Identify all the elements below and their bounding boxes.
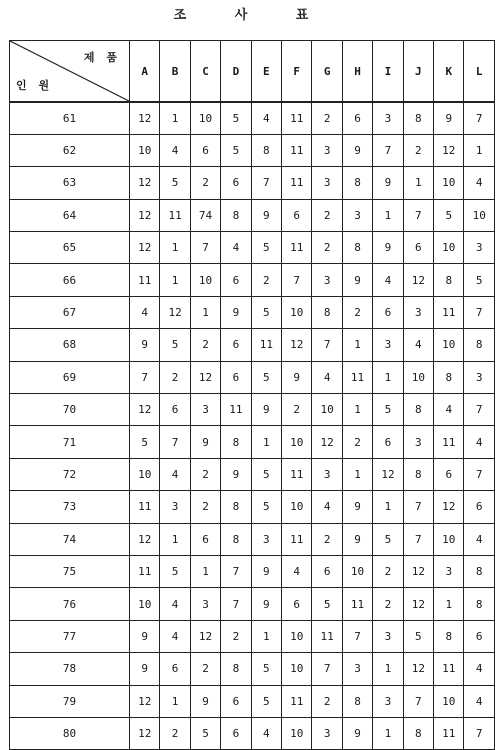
- table-cell: 3: [312, 167, 342, 199]
- table-cell: 12: [190, 620, 220, 652]
- row-label: 62: [10, 134, 130, 166]
- table-cell: 2: [342, 426, 372, 458]
- table-cell: 4: [130, 296, 160, 328]
- table-cell: 1: [251, 620, 281, 652]
- table-cell: 5: [221, 134, 251, 166]
- table-cell: 5: [312, 588, 342, 620]
- table-row: [10, 199, 495, 231]
- table-cell: 6: [190, 134, 220, 166]
- table-cell: 4: [373, 264, 403, 296]
- table-cell: 2: [190, 329, 220, 361]
- table-cell: 6: [342, 102, 372, 134]
- table-cell: 7: [130, 361, 160, 393]
- table-cell: 6: [464, 620, 495, 652]
- table-cell: 12: [190, 361, 220, 393]
- table-row: [10, 394, 495, 426]
- table-cell: 7: [342, 620, 372, 652]
- table-cell: 12: [373, 458, 403, 490]
- table-cell: 6: [403, 232, 433, 264]
- table-cell: 1: [190, 296, 220, 328]
- row-label: 78: [10, 653, 130, 685]
- column-header: K: [434, 41, 464, 103]
- table-row: [10, 329, 495, 361]
- table-cell: 4: [464, 167, 495, 199]
- table-cell: 10: [190, 102, 220, 134]
- table-cell: 9: [130, 653, 160, 685]
- table-cell: 1: [160, 264, 190, 296]
- table-cell: 4: [312, 491, 342, 523]
- table-cell: 1: [342, 394, 372, 426]
- table-cell: 4: [160, 134, 190, 166]
- row-label: 68: [10, 329, 130, 361]
- table-cell: 12: [130, 523, 160, 555]
- table-cell: 2: [312, 102, 342, 134]
- table-cell: 10: [130, 134, 160, 166]
- table-cell: 9: [221, 296, 251, 328]
- table-cell: 8: [342, 232, 372, 264]
- table-cell: 12: [160, 296, 190, 328]
- table-cell: 5: [160, 167, 190, 199]
- table-cell: 3: [160, 491, 190, 523]
- table-cell: 1: [160, 523, 190, 555]
- table-cell: 7: [403, 491, 433, 523]
- table-cell: 5: [190, 717, 220, 749]
- table-cell: 4: [282, 555, 312, 587]
- table-cell: 5: [251, 361, 281, 393]
- table-cell: 3: [342, 199, 372, 231]
- column-header: C: [190, 41, 220, 103]
- table-row: [10, 232, 495, 264]
- corner-label-product: 제 품: [83, 51, 121, 64]
- table-cell: 9: [251, 394, 281, 426]
- table-cell: 12: [130, 717, 160, 749]
- table-cell: 3: [312, 717, 342, 749]
- row-label: 65: [10, 232, 130, 264]
- table-cell: 7: [312, 329, 342, 361]
- table-cell: 5: [251, 296, 281, 328]
- table-cell: 8: [464, 329, 495, 361]
- table-cell: 9: [342, 717, 372, 749]
- table-cell: 5: [464, 264, 495, 296]
- table-cell: 8: [403, 394, 433, 426]
- table-cell: 8: [403, 102, 433, 134]
- table-cell: 4: [251, 102, 281, 134]
- row-label: 67: [10, 296, 130, 328]
- table-cell: 11: [251, 329, 281, 361]
- column-header: B: [160, 41, 190, 103]
- table-cell: 4: [464, 685, 495, 717]
- table-cell: 5: [160, 555, 190, 587]
- table-cell: 8: [403, 458, 433, 490]
- table-cell: 10: [434, 167, 464, 199]
- table-cell: 11: [282, 523, 312, 555]
- table-cell: 10: [342, 555, 372, 587]
- table-cell: 7: [464, 296, 495, 328]
- table-row: [10, 555, 495, 587]
- table-cell: 6: [373, 426, 403, 458]
- table-cell: 7: [464, 717, 495, 749]
- table-cell: 3: [434, 555, 464, 587]
- table-cell: 7: [464, 394, 495, 426]
- table-cell: 1: [160, 102, 190, 134]
- column-header: D: [221, 41, 251, 103]
- table-cell: 10: [312, 394, 342, 426]
- table-cell: 3: [373, 685, 403, 717]
- table-row: [10, 620, 495, 652]
- row-label: 69: [10, 361, 130, 393]
- table-cell: 8: [434, 264, 464, 296]
- row-label: 71: [10, 426, 130, 458]
- table-cell: 5: [403, 620, 433, 652]
- row-label: 75: [10, 555, 130, 587]
- table-cell: 5: [251, 491, 281, 523]
- table-row: [10, 458, 495, 490]
- table-cell: 11: [342, 588, 372, 620]
- table-cell: 1: [190, 555, 220, 587]
- table-cell: 5: [251, 232, 281, 264]
- table-cell: 5: [251, 653, 281, 685]
- table-cell: 11: [312, 620, 342, 652]
- table-cell: 12: [403, 653, 433, 685]
- table-cell: 11: [434, 717, 464, 749]
- table-cell: 11: [342, 361, 372, 393]
- table-cell: 6: [282, 199, 312, 231]
- table-cell: 10: [190, 264, 220, 296]
- table-cell: 7: [160, 426, 190, 458]
- table-cell: 5: [373, 523, 403, 555]
- table-cell: 11: [130, 264, 160, 296]
- table-cell: 12: [130, 102, 160, 134]
- table-row: [10, 685, 495, 717]
- table-cell: 9: [130, 329, 160, 361]
- table-cell: 8: [464, 555, 495, 587]
- table-cell: 5: [434, 199, 464, 231]
- table-cell: 12: [403, 588, 433, 620]
- corner-cell: [10, 41, 130, 103]
- header-row: [10, 41, 495, 103]
- table-cell: 10: [282, 717, 312, 749]
- table-cell: 3: [190, 394, 220, 426]
- table-cell: 2: [342, 296, 372, 328]
- table-cell: 2: [190, 491, 220, 523]
- table-cell: 8: [342, 167, 372, 199]
- table-cell: 2: [312, 523, 342, 555]
- table-cell: 9: [342, 523, 372, 555]
- table-cell: 4: [251, 717, 281, 749]
- survey-table: [9, 40, 495, 750]
- table-cell: 12: [403, 555, 433, 587]
- column-header: H: [342, 41, 372, 103]
- table-cell: 6: [373, 296, 403, 328]
- table-cell: 7: [403, 685, 433, 717]
- table-cell: 10: [130, 458, 160, 490]
- table-cell: 6: [221, 264, 251, 296]
- table-row: [10, 426, 495, 458]
- table-cell: 10: [434, 329, 464, 361]
- table-cell: 8: [434, 620, 464, 652]
- table-cell: 5: [251, 458, 281, 490]
- table-cell: 11: [282, 232, 312, 264]
- table-cell: 11: [282, 102, 312, 134]
- table-cell: 1: [251, 426, 281, 458]
- table-cell: 7: [373, 134, 403, 166]
- table-cell: 11: [282, 167, 312, 199]
- table-cell: 6: [282, 588, 312, 620]
- table-cell: 5: [251, 685, 281, 717]
- column-header: E: [251, 41, 281, 103]
- table-cell: 6: [160, 394, 190, 426]
- column-header: J: [403, 41, 433, 103]
- table-row: [10, 491, 495, 523]
- row-label: 76: [10, 588, 130, 620]
- table-cell: 8: [221, 426, 251, 458]
- table-cell: 10: [282, 653, 312, 685]
- row-label: 66: [10, 264, 130, 296]
- table-cell: 8: [251, 134, 281, 166]
- table-cell: 12: [312, 426, 342, 458]
- table-body: [10, 102, 495, 750]
- table-cell: 12: [130, 685, 160, 717]
- row-label: 63: [10, 167, 130, 199]
- table-cell: 2: [190, 167, 220, 199]
- table-cell: 1: [160, 685, 190, 717]
- table-cell: 5: [160, 329, 190, 361]
- table-cell: 6: [312, 555, 342, 587]
- table-cell: 9: [282, 361, 312, 393]
- table-cell: 7: [403, 523, 433, 555]
- table-cell: 10: [282, 426, 312, 458]
- table-cell: 2: [221, 620, 251, 652]
- row-label: 70: [10, 394, 130, 426]
- table-cell: 3: [190, 588, 220, 620]
- table-cell: 8: [221, 491, 251, 523]
- table-row: [10, 102, 495, 134]
- table-row: [10, 361, 495, 393]
- table-cell: 4: [464, 523, 495, 555]
- table-cell: 9: [221, 458, 251, 490]
- table-cell: 12: [130, 394, 160, 426]
- table-cell: 12: [434, 491, 464, 523]
- table-cell: 9: [251, 555, 281, 587]
- table-cell: 10: [434, 232, 464, 264]
- table-cell: 6: [190, 523, 220, 555]
- table-cell: 12: [130, 232, 160, 264]
- table-cell: 1: [403, 167, 433, 199]
- column-header: F: [282, 41, 312, 103]
- table-cell: 10: [282, 620, 312, 652]
- table-cell: 7: [221, 588, 251, 620]
- table-cell: 2: [312, 199, 342, 231]
- table-cell: 3: [373, 102, 403, 134]
- table-cell: 3: [373, 620, 403, 652]
- table-cell: 11: [434, 426, 464, 458]
- table-cell: 10: [282, 296, 312, 328]
- table-cell: 7: [464, 102, 495, 134]
- table-row: [10, 653, 495, 685]
- table-cell: 5: [221, 102, 251, 134]
- table-row: [10, 167, 495, 199]
- table-cell: 7: [190, 232, 220, 264]
- table-cell: 6: [221, 167, 251, 199]
- table-cell: 2: [282, 394, 312, 426]
- table-cell: 1: [342, 329, 372, 361]
- table-cell: 4: [160, 458, 190, 490]
- table-cell: 1: [373, 491, 403, 523]
- table-cell: 3: [403, 296, 433, 328]
- table-cell: 3: [312, 264, 342, 296]
- table-cell: 10: [434, 523, 464, 555]
- table-cell: 6: [464, 491, 495, 523]
- table-cell: 10: [403, 361, 433, 393]
- table-cell: 2: [373, 588, 403, 620]
- table-cell: 74: [190, 199, 220, 231]
- table-cell: 2: [190, 458, 220, 490]
- table-cell: 7: [251, 167, 281, 199]
- table-cell: 11: [434, 653, 464, 685]
- document-title: 조 사 표: [173, 8, 331, 23]
- table-cell: 8: [221, 199, 251, 231]
- table-cell: 2: [373, 555, 403, 587]
- table-cell: 8: [221, 653, 251, 685]
- table-cell: 11: [130, 491, 160, 523]
- table-cell: 2: [312, 232, 342, 264]
- table-cell: 9: [190, 685, 220, 717]
- table-cell: 2: [190, 653, 220, 685]
- table-cell: 1: [373, 653, 403, 685]
- column-header: I: [373, 41, 403, 103]
- table-cell: 1: [464, 134, 495, 166]
- table-cell: 4: [160, 588, 190, 620]
- table-cell: 4: [221, 232, 251, 264]
- table-cell: 6: [221, 361, 251, 393]
- table-cell: 3: [251, 523, 281, 555]
- row-label: 79: [10, 685, 130, 717]
- table-cell: 3: [464, 232, 495, 264]
- table-cell: 11: [282, 685, 312, 717]
- table-cell: 11: [160, 199, 190, 231]
- corner-label-person: 인 원: [16, 79, 54, 92]
- table-cell: 11: [282, 458, 312, 490]
- table-cell: 11: [282, 134, 312, 166]
- table-cell: 8: [312, 296, 342, 328]
- row-label: 72: [10, 458, 130, 490]
- row-label: 64: [10, 199, 130, 231]
- table-cell: 4: [312, 361, 342, 393]
- table-cell: 10: [282, 491, 312, 523]
- table-cell: 11: [221, 394, 251, 426]
- table-cell: 1: [373, 361, 403, 393]
- table-cell: 9: [373, 232, 403, 264]
- table-cell: 12: [130, 199, 160, 231]
- table-cell: 5: [373, 394, 403, 426]
- table-cell: 3: [373, 329, 403, 361]
- table-cell: 1: [373, 717, 403, 749]
- table-cell: 4: [464, 653, 495, 685]
- table-cell: 2: [403, 134, 433, 166]
- table-cell: 9: [342, 264, 372, 296]
- row-label: 77: [10, 620, 130, 652]
- table-cell: 8: [464, 588, 495, 620]
- table-cell: 2: [160, 361, 190, 393]
- table-row: [10, 264, 495, 296]
- table-cell: 12: [130, 167, 160, 199]
- table-cell: 12: [434, 134, 464, 166]
- table-cell: 6: [221, 717, 251, 749]
- table-cell: 12: [403, 264, 433, 296]
- table-cell: 9: [342, 134, 372, 166]
- column-header: G: [312, 41, 342, 103]
- table-row: [10, 296, 495, 328]
- table-cell: 7: [221, 555, 251, 587]
- table-cell: 9: [190, 426, 220, 458]
- table-cell: 12: [282, 329, 312, 361]
- table-cell: 4: [434, 394, 464, 426]
- table-cell: 4: [464, 426, 495, 458]
- table-cell: 9: [342, 491, 372, 523]
- table-cell: 7: [312, 653, 342, 685]
- table-cell: 6: [160, 653, 190, 685]
- table-cell: 8: [403, 717, 433, 749]
- table-cell: 10: [434, 685, 464, 717]
- table-cell: 4: [403, 329, 433, 361]
- table-cell: 9: [251, 199, 281, 231]
- table-cell: 10: [464, 199, 495, 231]
- table-cell: 1: [342, 458, 372, 490]
- table-cell: 10: [130, 588, 160, 620]
- table-row: [10, 134, 495, 166]
- table-cell: 5: [130, 426, 160, 458]
- table-cell: 2: [160, 717, 190, 749]
- table-cell: 6: [434, 458, 464, 490]
- table-cell: 9: [373, 167, 403, 199]
- table-cell: 3: [312, 134, 342, 166]
- table-cell: 7: [403, 199, 433, 231]
- table-cell: 3: [403, 426, 433, 458]
- table-row: [10, 717, 495, 749]
- table-cell: 3: [342, 653, 372, 685]
- table-cell: 11: [434, 296, 464, 328]
- column-header: L: [464, 41, 495, 103]
- table-row: [10, 588, 495, 620]
- table-cell: 6: [221, 329, 251, 361]
- table-cell: 1: [434, 588, 464, 620]
- row-label: 61: [10, 102, 130, 134]
- row-label: 73: [10, 491, 130, 523]
- table-cell: 9: [251, 588, 281, 620]
- table-cell: 6: [221, 685, 251, 717]
- table-cell: 2: [251, 264, 281, 296]
- table-cell: 8: [342, 685, 372, 717]
- row-label: 74: [10, 523, 130, 555]
- table-cell: 3: [312, 458, 342, 490]
- table-cell: 8: [434, 361, 464, 393]
- table-cell: 7: [464, 458, 495, 490]
- table-cell: 9: [434, 102, 464, 134]
- table-cell: 4: [160, 620, 190, 652]
- column-header: A: [130, 41, 160, 103]
- table-cell: 7: [282, 264, 312, 296]
- table-cell: 9: [130, 620, 160, 652]
- row-label: 80: [10, 717, 130, 749]
- table-cell: 2: [312, 685, 342, 717]
- table-row: [10, 523, 495, 555]
- table-cell: 8: [221, 523, 251, 555]
- table-cell: 1: [373, 199, 403, 231]
- table-cell: 3: [464, 361, 495, 393]
- table-cell: 1: [160, 232, 190, 264]
- table-cell: 11: [130, 555, 160, 587]
